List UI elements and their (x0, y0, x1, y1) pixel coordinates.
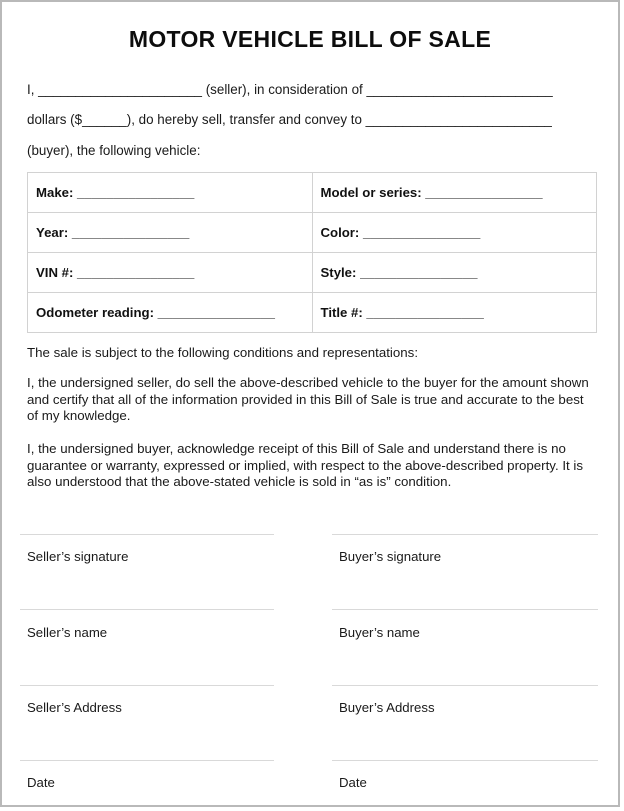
buyer-name-label: Buyer’s name (339, 625, 420, 640)
intro-line-seller: I, ______________________ (seller), in consideration of _________________________ (27, 82, 553, 97)
model-field[interactable]: Model or series: ________________ (312, 173, 597, 213)
divider (20, 685, 274, 686)
color-field[interactable]: Color: ________________ (312, 213, 597, 253)
buyer-statement: I, the undersigned buyer, acknowledge receipt of this Bill of Sale and understand there is no guarantee or warranty, expressed or implied, with respect to the above-described property. It is also understood that the above-stated vehicle is sold in “as is” condition. (27, 441, 584, 489)
odometer-field[interactable]: Odometer reading: ________________ (28, 293, 313, 333)
divider (332, 760, 598, 761)
table-row (28, 253, 597, 293)
table-row (28, 173, 597, 213)
year-field[interactable]: Year: ________________ (28, 213, 313, 253)
divider (332, 685, 598, 686)
vehicle-details-table (27, 172, 597, 333)
style-field[interactable]: Style: ________________ (312, 253, 597, 293)
seller-name-label: Seller’s name (27, 625, 108, 640)
seller-signature-label: Seller’s signature (27, 549, 129, 564)
title-number-field[interactable]: Title #: ________________ (312, 293, 597, 333)
divider (332, 609, 598, 610)
seller-address-label: Seller’s Address (27, 700, 122, 715)
intro-line-price: dollars ($______), do hereby sell, transfer and convey to _________________________ (27, 112, 552, 127)
divider (20, 609, 274, 610)
conditions-intro: The sale is subject to the following conditions and representations: (27, 345, 419, 360)
vin-field[interactable]: VIN #: ________________ (28, 253, 313, 293)
table-row (28, 213, 597, 253)
document-title: MOTOR VEHICLE BILL OF SALE (128, 26, 492, 52)
divider (20, 534, 274, 535)
intro-line-buyer: (buyer), the following vehicle: (27, 143, 201, 158)
seller-statement: I, the undersigned seller, do sell the above-described vehicle to the buyer for the amount shown and certify that all of the information provided in this Bill of Sale is true and accurate to the best of my knowledge. (27, 375, 589, 423)
divider (332, 534, 598, 535)
table-row (28, 293, 597, 333)
divider (20, 760, 274, 761)
seller-date-label: Date (27, 775, 55, 790)
buyer-signature-label: Buyer’s signature (339, 549, 442, 564)
buyer-date-label: Date (339, 775, 367, 790)
make-field[interactable]: Make: ________________ (28, 173, 313, 213)
buyer-address-label: Buyer’s Address (339, 700, 435, 715)
